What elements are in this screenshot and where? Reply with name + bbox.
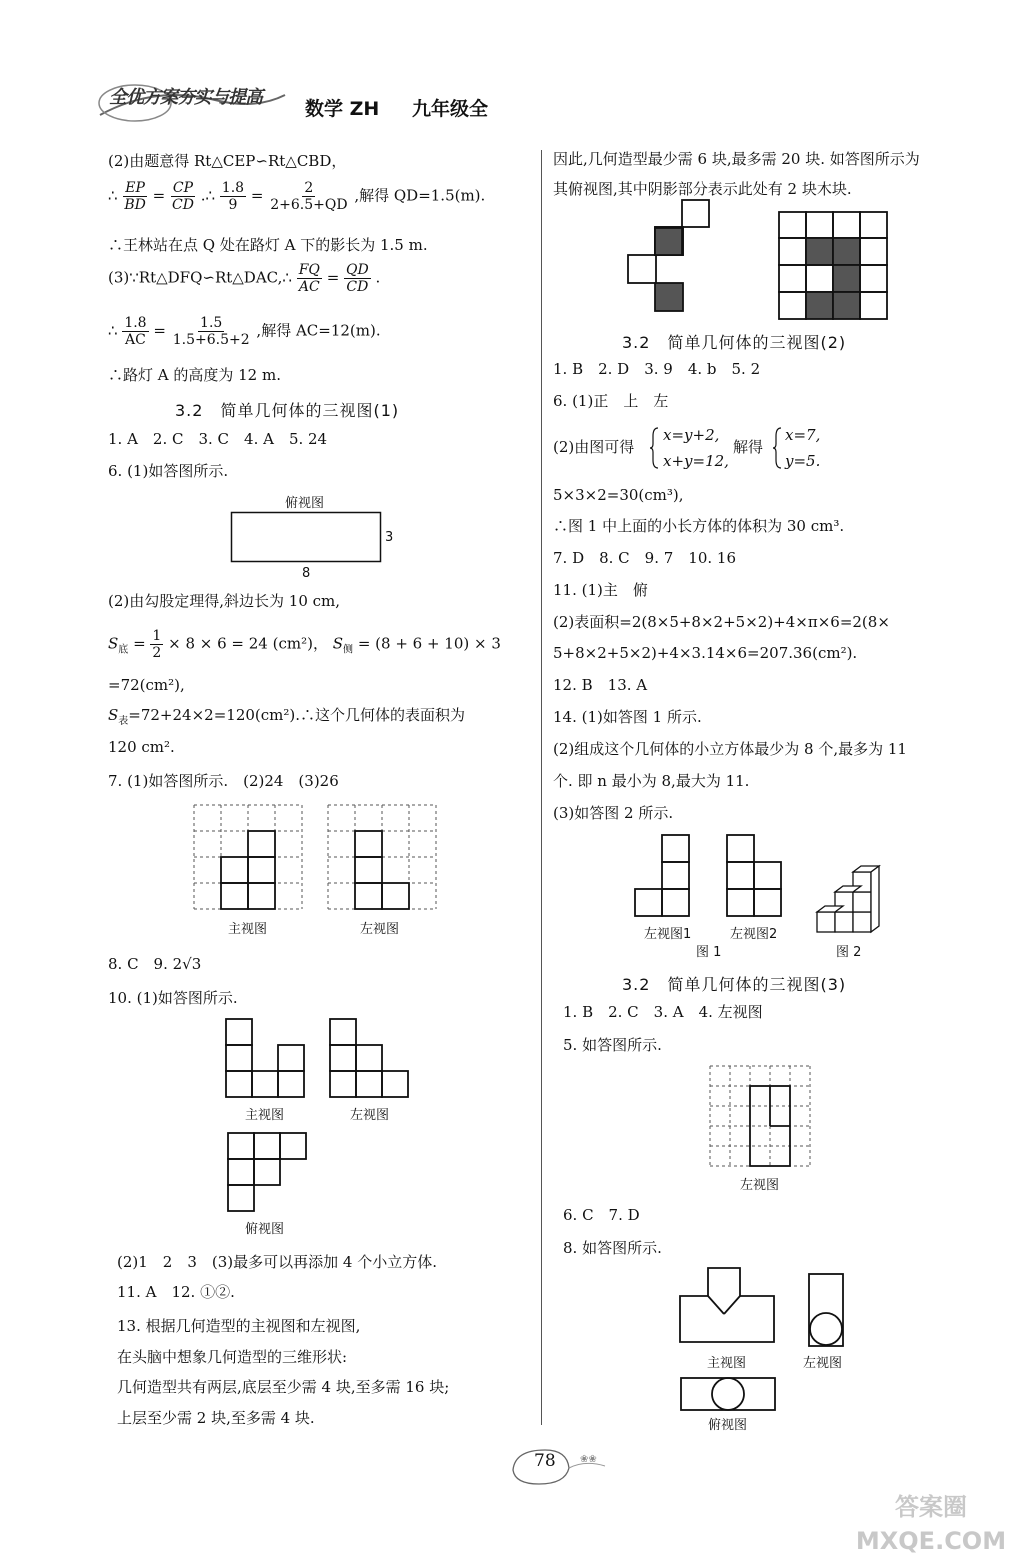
c-answers-1-4: 1. B 2. C 3. A 4. 左视图 bbox=[563, 1003, 763, 1021]
answer-13-3: 几何造型共有两层,底层至少需 4 块,至多需 16 块; bbox=[117, 1378, 450, 1396]
c8-caption-left: 左视图 bbox=[803, 1356, 843, 1371]
c5-left-view-grid bbox=[710, 1066, 812, 1168]
b-answer-6: 6. (1)正 上 左 bbox=[553, 392, 669, 410]
b-answer-7-10: 7. D 8. C 9. 7 10. 16 bbox=[553, 549, 736, 567]
l2-f1-den: BD bbox=[124, 197, 146, 213]
svg-text:❀❀: ❀❀ bbox=[580, 1454, 597, 1465]
s-symbol-3: S bbox=[108, 706, 119, 724]
s-symbol-1: S bbox=[108, 634, 119, 653]
l2-eq1: = bbox=[152, 186, 166, 205]
l2-f3-num: 1.8 bbox=[221, 180, 245, 196]
page-number: 78 bbox=[534, 1451, 556, 1471]
watermark-logo bbox=[840, 1480, 1018, 1564]
q7-caption-main: 主视图 bbox=[228, 922, 268, 937]
l4-frac-fq-ac bbox=[297, 262, 322, 295]
b-answer-6-4: ∴图 1 中上面的小长方体的体积为 30 cm³. bbox=[553, 517, 845, 535]
q7-caption-left: 左视图 bbox=[360, 922, 400, 937]
l2-prefix: ∴ bbox=[108, 186, 118, 205]
b62-sys2b: y=5. bbox=[785, 452, 821, 470]
l4-tail: . bbox=[375, 268, 381, 287]
answer-11-12: 11. A 12. ①②. bbox=[117, 1283, 235, 1301]
b62-sys1b: x+y=12, bbox=[663, 452, 729, 470]
c8-caption-main: 主视图 bbox=[707, 1356, 747, 1371]
l5-f2-den: 1.5+6.5+2 bbox=[172, 332, 250, 348]
l2-f4-num: 2 bbox=[304, 180, 314, 196]
l5-f2-num: 1.5 bbox=[200, 315, 223, 331]
top-view-rectangle bbox=[231, 512, 381, 562]
q7-left-view-grid bbox=[328, 805, 438, 910]
b-answer-14: 14. (1)如答图 1 所示. bbox=[553, 708, 702, 726]
right-line-2: 其俯视图,其中阴影部分表示此处有 2 块木块. bbox=[553, 180, 852, 198]
s-sub-2: 侧 bbox=[343, 644, 354, 656]
q14-left-view-1 bbox=[634, 834, 694, 918]
left-line-5 bbox=[108, 315, 381, 348]
b62-mid: 解得 bbox=[733, 438, 764, 456]
a63-rest: × 8 × 6 = 24 (cm²)， bbox=[168, 634, 328, 653]
b62-prefix: (2)由图可得 bbox=[553, 438, 635, 456]
brace-icon bbox=[650, 426, 660, 470]
l2-frac-ep-bd bbox=[122, 180, 148, 213]
a63-eq: = bbox=[133, 634, 146, 653]
l2-f2-num: CP bbox=[172, 180, 194, 196]
answer-6-6: 120 cm². bbox=[108, 738, 175, 756]
left-line-3: ∴王林站在点 Q 处在路灯 A 下的影长为 1.5 m. bbox=[108, 236, 428, 254]
l2-eq2: = bbox=[250, 186, 264, 205]
rect-bottom-label: 8 bbox=[302, 566, 311, 581]
q13-grid-top-view bbox=[778, 211, 890, 323]
q14-caption-fig1: 图 1 bbox=[696, 945, 722, 960]
l5-tail: ,解得 AC=12(m). bbox=[256, 321, 381, 340]
a63-fd: 2 bbox=[152, 645, 162, 661]
b-answer-14-2: (2)组成这个几何体的小立方体最少为 8 个,最多为 11 bbox=[553, 740, 907, 758]
c5-caption: 左视图 bbox=[740, 1178, 780, 1193]
q14-isometric-figure bbox=[815, 870, 887, 936]
q10-caption-top: 俯视图 bbox=[245, 1222, 285, 1237]
brace-icon-2 bbox=[773, 426, 783, 470]
l5-f1-den: AC bbox=[125, 332, 146, 348]
l4-f1-num: FQ bbox=[298, 262, 320, 278]
answer-6-2: (2)由勾股定理得,斜边长为 10 cm, bbox=[108, 592, 341, 610]
answer-6-1: 6. (1)如答图所示. bbox=[108, 462, 229, 480]
left-line-2 bbox=[108, 180, 485, 213]
l2-f3-den: 9 bbox=[228, 197, 238, 213]
c8-left-view bbox=[807, 1272, 847, 1352]
b-answer-6-3: 5×3×2=30(cm³), bbox=[553, 486, 684, 504]
answer-13-4: 上层至少需 2 块,至多需 4 块. bbox=[117, 1409, 315, 1427]
answer-10: 10. (1)如答图所示. bbox=[108, 989, 238, 1007]
answer-13-2: 在头脑中想象几何造型的三维形状: bbox=[117, 1348, 348, 1366]
l2-f2-den: CD bbox=[171, 197, 194, 213]
staircase-top-square bbox=[681, 199, 711, 229]
q7-front-view-grid bbox=[194, 805, 304, 910]
left-line-1: (2)由题意得 Rt△CEP∽Rt△CBD， bbox=[108, 152, 347, 170]
rect-caption: 俯视图 bbox=[285, 496, 325, 511]
header-logo bbox=[95, 75, 290, 125]
staircase-shaded-top bbox=[654, 227, 684, 257]
answer-10-2: (2)1 2 3 (3)最多可以再添加 4 个小立方体. bbox=[117, 1253, 437, 1271]
c8-top-view bbox=[679, 1376, 779, 1412]
left-line-4 bbox=[108, 262, 380, 295]
b-answer-14-4: (3)如答图 2 所示. bbox=[553, 804, 674, 822]
l2-frac-18-9 bbox=[220, 180, 246, 213]
answer-6-3 bbox=[108, 628, 501, 661]
l4-frac-qd-cd bbox=[344, 262, 371, 295]
l2-f1-num: EP bbox=[125, 180, 145, 196]
a65-rest: =72+24×2=120(cm²).∴这个几何体的表面积为 bbox=[128, 706, 466, 724]
s-sub-1: 底 bbox=[118, 644, 129, 656]
b-answer-11-2: (2)表面积=2(8×5+8×2+5×2)+4×π×6=2(8× bbox=[553, 613, 890, 631]
q10-top-view bbox=[227, 1132, 317, 1214]
answer-6-5 bbox=[108, 706, 465, 731]
a63-rest2: = (8 + 6 + 10) × 3 bbox=[357, 634, 501, 653]
l4-f2-num: QD bbox=[346, 262, 369, 278]
l5-eq: = bbox=[153, 321, 166, 340]
a63-fn: 1 bbox=[152, 628, 162, 644]
c-answer-5: 5. 如答图所示. bbox=[563, 1036, 662, 1054]
answer-13: 13. 根据几何造型的主视图和左视图, bbox=[117, 1317, 361, 1335]
rect-side-label: 3 bbox=[385, 530, 394, 545]
header-subject: 数学 ZH bbox=[305, 98, 380, 120]
q14-caption-lv2: 左视图2 bbox=[730, 927, 778, 942]
b62-sys1a: x=y+2, bbox=[663, 426, 720, 444]
watermark-text: 答案圈 MXQE.COM bbox=[855, 1493, 1007, 1555]
column-divider bbox=[541, 150, 542, 1425]
q14-caption-fig2: 图 2 bbox=[836, 945, 862, 960]
b-answer-11-3: 5+8×2+5×2)+4×3.14×6=207.36(cm²). bbox=[553, 644, 858, 662]
l5-prefix: ∴ bbox=[108, 321, 118, 340]
header-grade: 九年级全 bbox=[412, 98, 489, 120]
q14-caption-lv1: 左视图1 bbox=[644, 927, 692, 942]
q10-front-view bbox=[225, 1018, 315, 1100]
l5-frac-18-ac bbox=[122, 315, 148, 348]
c8-caption-top: 俯视图 bbox=[708, 1418, 748, 1433]
l5-frac-15 bbox=[171, 315, 252, 348]
l5-f1-num: 1.8 bbox=[124, 315, 147, 331]
l4-eq: = bbox=[326, 268, 340, 287]
answer-6-4: =72(cm²), bbox=[108, 676, 185, 694]
b62-sys2a: x=7, bbox=[785, 426, 821, 444]
section-title-3: 3.2 简单几何体的三视图(3) bbox=[622, 975, 847, 994]
answer-8-9: 8. C 9. 2√3 bbox=[108, 955, 202, 973]
b-answers-1-5: 1. B 2. D 3. 9 4. b 5. 2 bbox=[553, 360, 761, 378]
right-line-1: 因此,几何造型最少需 6 块,最多需 20 块. 如答图所示为 bbox=[553, 150, 920, 168]
q10-caption-left: 左视图 bbox=[350, 1108, 390, 1123]
l2-f4-den: 2+6.5+QD bbox=[270, 197, 348, 213]
s-symbol-2: S bbox=[332, 634, 344, 653]
answer-7: 7. (1)如答图所示. (2)24 (3)26 bbox=[108, 772, 339, 790]
l2-tail: ,解得 QD=1.5(m). bbox=[354, 186, 486, 205]
a63-frac-half bbox=[150, 628, 163, 661]
c-answer-8: 8. 如答图所示. bbox=[563, 1239, 662, 1257]
l4-f2-den: CD bbox=[346, 279, 369, 295]
b-answer-12-13: 12. B 13. A bbox=[553, 676, 648, 694]
b-answer-14-3: 个. 即 n 最小为 8,最大为 11. bbox=[553, 772, 750, 790]
section-title-2: 3.2 简单几何体的三视图(2) bbox=[622, 333, 847, 352]
logo-text: 全优方案夯实与提高 bbox=[109, 87, 262, 108]
l2-mid: .∴ bbox=[200, 186, 216, 205]
c8-front-view bbox=[678, 1266, 778, 1346]
l2-frac-2 bbox=[268, 180, 349, 213]
section-title-1: 3.2 简单几何体的三视图(1) bbox=[175, 401, 400, 420]
q10-caption-main: 主视图 bbox=[245, 1108, 285, 1123]
l4-f1-den: AC bbox=[298, 279, 320, 295]
q10-left-view bbox=[329, 1018, 419, 1100]
page-number-ornament-icon bbox=[505, 1440, 625, 1490]
l4-prefix: (3)∵Rt△DFQ∽Rt△DAC,∴ bbox=[108, 268, 292, 287]
left-line-6: ∴路灯 A 的高度为 12 m. bbox=[108, 366, 281, 384]
c-answer-6-7: 6. C 7. D bbox=[563, 1206, 640, 1224]
l2-frac-cp-cd bbox=[170, 180, 196, 213]
b-answer-11: 11. (1)主 俯 bbox=[553, 581, 648, 599]
answers-1-5: 1. A 2. C 3. C 4. A 5. 24 bbox=[108, 430, 328, 448]
s-sub-3: 表 bbox=[118, 716, 129, 727]
q14-left-view-2 bbox=[726, 834, 786, 918]
